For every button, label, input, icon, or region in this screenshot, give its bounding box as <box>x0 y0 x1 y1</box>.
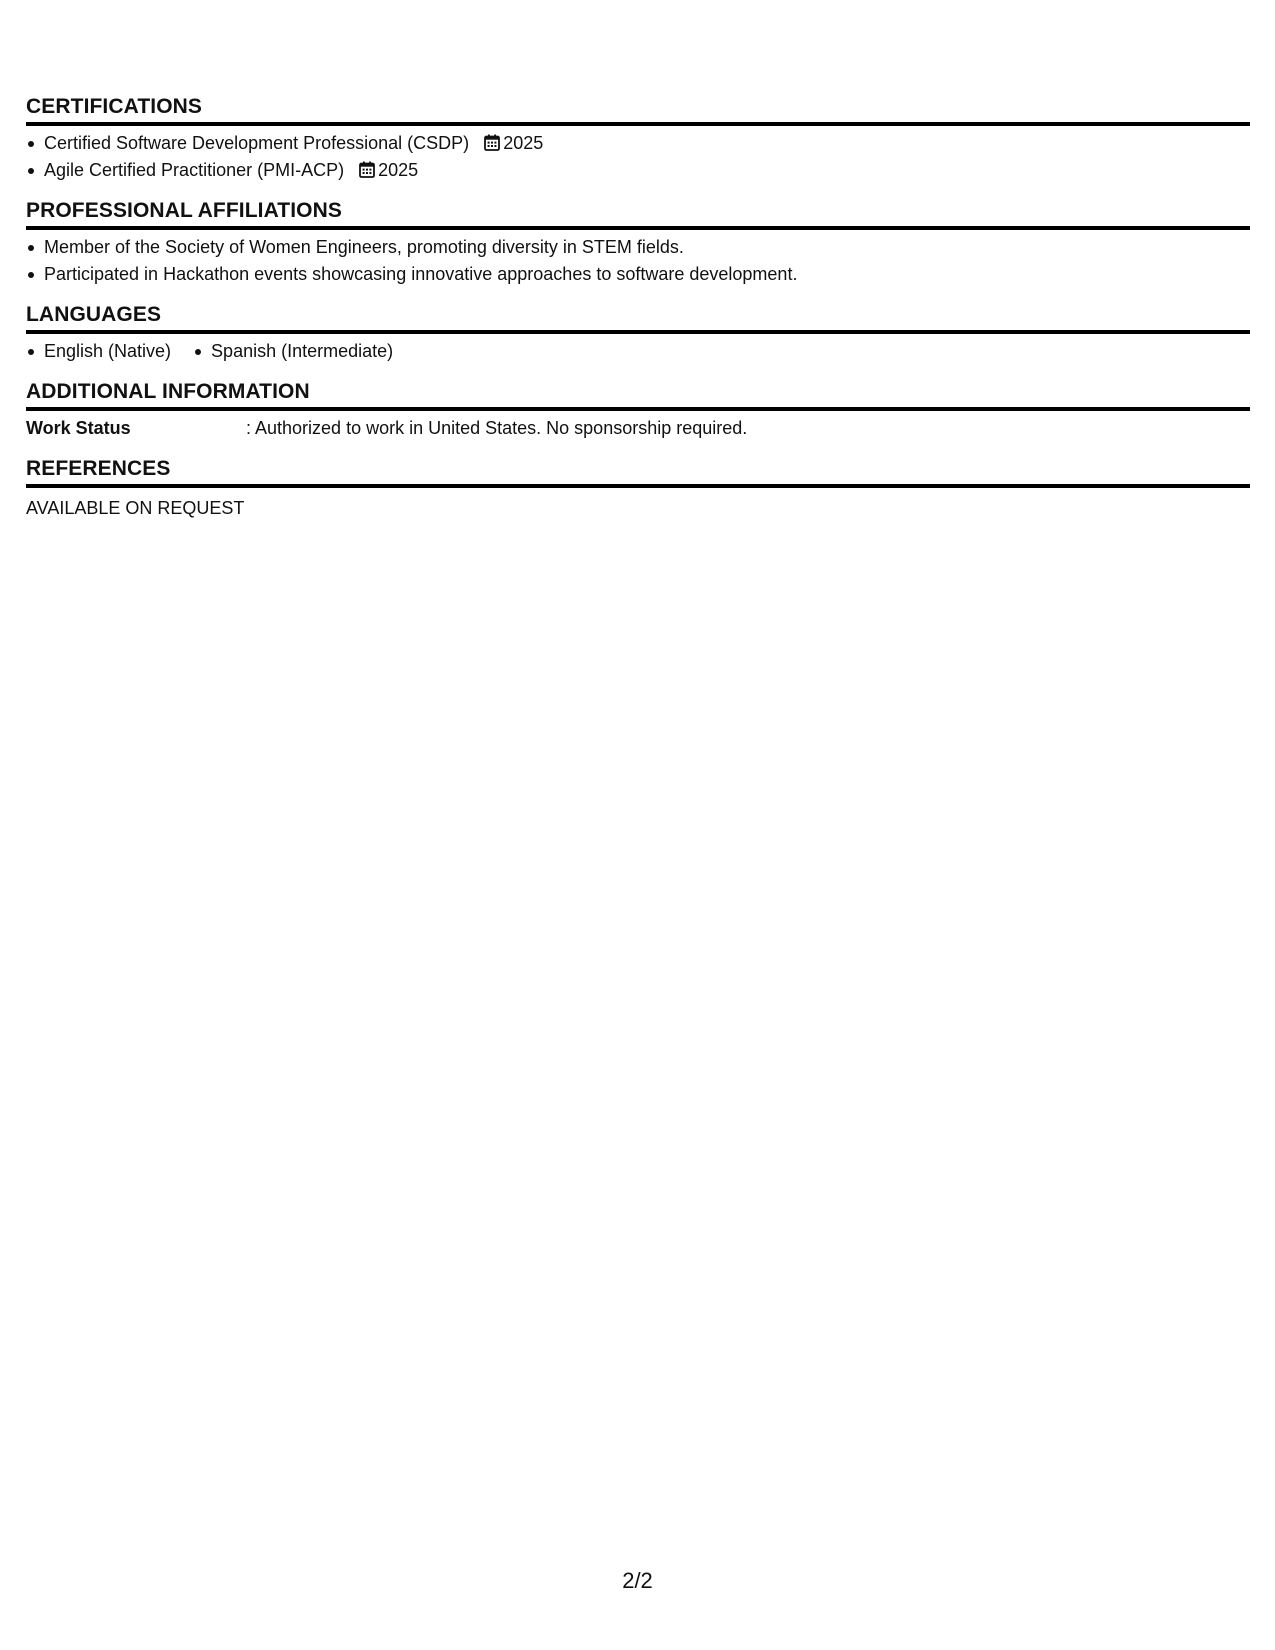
additional-info-heading: ADDITIONAL INFORMATION <box>26 379 1250 411</box>
language-item: English (Native) <box>26 338 171 365</box>
calendar-icon <box>484 134 500 151</box>
page-number: 2/2 <box>622 1568 653 1593</box>
affiliations-section <box>26 198 1250 288</box>
references-heading: REFERENCES <box>26 456 1250 488</box>
certification-item <box>26 157 1250 184</box>
affiliation-item: Member of the Society of Women Engineers, promoting diversity in STEM fields. <box>26 234 1250 261</box>
work-status-row <box>26 411 1250 442</box>
affiliations-heading: PROFESSIONAL AFFILIATIONS <box>26 198 1250 230</box>
certification-year: 2025 <box>503 133 544 153</box>
certifications-heading: CERTIFICATIONS <box>26 94 1250 126</box>
languages-list <box>26 334 1250 365</box>
references-text: AVAILABLE ON REQUEST <box>26 498 245 518</box>
languages-heading: LANGUAGES <box>26 302 1250 334</box>
affiliation-item: Participated in Hackathon events showcasing innovative approaches to software development. <box>26 261 1250 288</box>
certification-name: Certified Software Development Professional (CSDP) <box>44 133 470 153</box>
work-status-label: Work Status <box>26 418 131 438</box>
certifications-section <box>26 94 1250 184</box>
references-section <box>26 456 1250 522</box>
certifications-list <box>26 126 1250 184</box>
additional-info-section <box>26 379 1250 442</box>
work-status-value: : Authorized to work in United States. No sponsorship required. <box>246 418 748 438</box>
resume-page <box>26 94 1250 522</box>
certification-name: Agile Certified Practitioner (PMI-ACP) <box>44 160 345 180</box>
calendar-icon <box>359 161 375 178</box>
certification-item <box>26 130 1250 157</box>
certification-year: 2025 <box>378 160 419 180</box>
languages-section <box>26 302 1250 365</box>
language-item: Spanish (Intermediate) <box>193 338 393 365</box>
affiliations-list <box>26 230 1250 288</box>
